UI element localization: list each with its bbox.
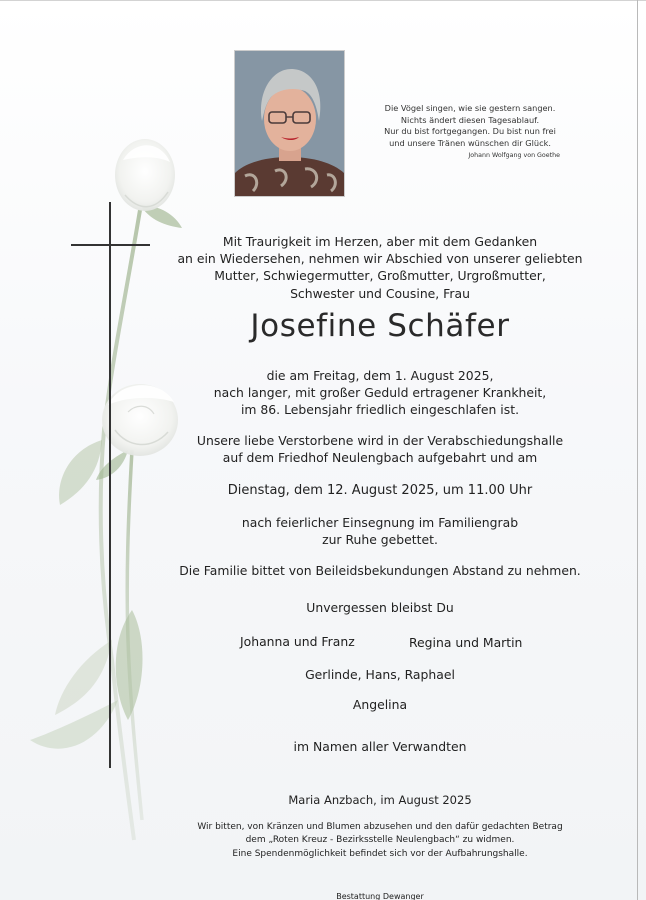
burial-line: nach feierlicher Einsegnung im Familiengrab (241, 515, 519, 530)
intro-line: Schwester und Cousine, Frau (290, 285, 470, 301)
quote-line: Die Vögel singen, wie sie gestern sangen. (384, 103, 556, 113)
intro-line: an ein Wiedersehen, nehmen wir Abschied von unserer geliebten (177, 251, 583, 267)
quote-line: Nur du bist fortgegangen. Du bist nun frei (384, 126, 556, 137)
cross-vertical (109, 202, 111, 768)
on-behalf-line: im Namen aller Verwandten (293, 739, 467, 754)
quote-author: Johann Wolfgang von Goethe (468, 152, 560, 160)
footer-line: Eine Spendenmöglichkeit befindet sich vor der Aufbahrungshalle. (232, 848, 528, 859)
intro-text (140, 233, 620, 302)
viewing-place (140, 432, 620, 466)
leaf (30, 700, 118, 749)
undertaker: Bestattung Dewanger (336, 892, 424, 900)
intro-line: Mutter, Schwiegermutter, Großmutter, Urgroßmutter, (214, 268, 546, 284)
leaf (116, 610, 143, 720)
quote-line: und unsere Tränen wünschen dir Glück. (389, 137, 551, 148)
family-last: Angelina (352, 697, 408, 712)
portrait-photo (234, 50, 345, 197)
cross-horizontal (71, 244, 150, 246)
family-left: Johanna und Franz (240, 634, 355, 649)
leaf (55, 640, 112, 715)
intro-line: Mit Traurigkeit im Herzen, aber mit dem Gedanken (222, 234, 538, 249)
donation-footer (140, 821, 620, 861)
place-line: Unsere liebe Verstorbene wird in der Verabschiedungshalle (196, 433, 564, 448)
quote-block (360, 103, 580, 162)
death-line: nach langer, mit großer Geduld ertragener Krankheit, (213, 385, 547, 401)
death-notice (140, 367, 620, 419)
unvergessen-line: Unvergessen bleibst Du (306, 600, 454, 615)
footer-line: dem „Roten Kreuz - Bezirksstelle Neulengbach“ zu widmen. (245, 835, 515, 846)
location-date: Maria Anzbach, im August 2025 (288, 793, 472, 807)
leaf (59, 440, 102, 505)
deceased-name: Josefine Schäfer (250, 308, 510, 344)
death-line: die am Freitag, dem 1. August 2025, (266, 368, 494, 383)
footer-line: Wir bitten, von Kränzen und Blumen abzusehen und den dafür gedachten Betrag (197, 822, 563, 832)
family-right: Regina und Martin (409, 635, 523, 650)
quote-line: Nichts ändert diesen Tagesablauf. (400, 114, 540, 125)
place-line: auf dem Friedhof Neulengbach aufgebahrt und am (222, 450, 538, 466)
death-line: im 86. Lebensjahr friedlich eingeschlafen ist. (240, 402, 520, 418)
family-middle: Gerlinde, Hans, Raphael (305, 667, 455, 682)
burial-text (140, 514, 620, 548)
burial-line: zur Ruhe gebettet. (322, 532, 438, 548)
ceremony-date: Dienstag, dem 12. August 2025, um 11.00 Uhr (227, 483, 533, 498)
condolence-request: Die Familie bittet von Beileidsbekundungen Abstand zu nehmen. (179, 563, 581, 578)
